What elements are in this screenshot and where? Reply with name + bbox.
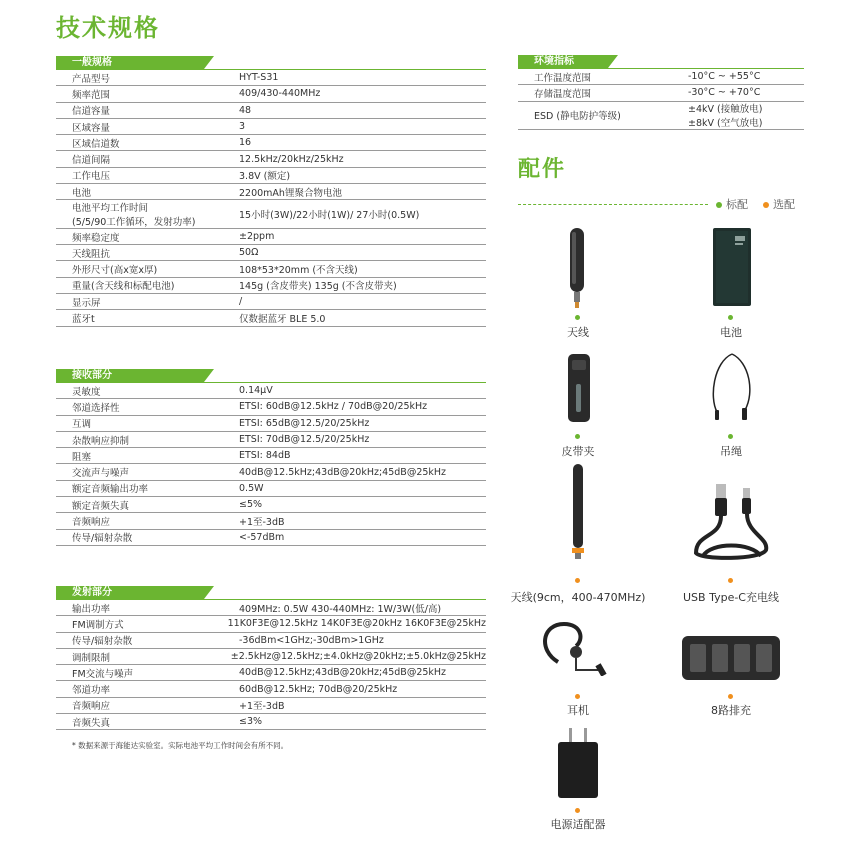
spec-row bbox=[56, 530, 486, 546]
accessory-name: 天线(9cm，400-470MHz) bbox=[510, 591, 646, 604]
belt-clip-icon bbox=[566, 354, 592, 424]
spec-value: -10°C ~ +55°C bbox=[688, 71, 761, 83]
spec-row bbox=[56, 416, 486, 432]
spec-label: ESD (静电防护等级) bbox=[534, 111, 621, 123]
spec-row bbox=[56, 200, 486, 229]
spec-label: 额定音频输出功率 bbox=[72, 484, 149, 496]
spec-label: 频率稳定度 bbox=[72, 232, 120, 244]
accessory-antenna bbox=[518, 226, 638, 338]
section-title: 接收部分 bbox=[72, 370, 112, 381]
spec-value: ≤3% bbox=[239, 716, 263, 728]
page-title: 技术规格 bbox=[56, 14, 160, 42]
spec-row bbox=[56, 698, 486, 714]
spec-value: 50Ω bbox=[239, 247, 259, 259]
battery-icon bbox=[713, 228, 751, 306]
section-title: 环境指标 bbox=[534, 56, 574, 67]
spec-value: 48 bbox=[239, 104, 252, 116]
marker-dot bbox=[575, 578, 580, 583]
spec-row bbox=[518, 69, 804, 85]
spec-label: 互调 bbox=[72, 419, 92, 431]
marker-dot bbox=[728, 694, 733, 699]
spec-label: 频率范围 bbox=[72, 89, 111, 101]
accessory-power-adapter bbox=[518, 728, 638, 830]
section-title: 发射部分 bbox=[72, 587, 112, 598]
accessory-name: 耳机 bbox=[567, 704, 589, 717]
spec-label: 输出功率 bbox=[72, 603, 111, 615]
accessory-multi-charger bbox=[671, 636, 791, 720]
spec-value: 40dB@12.5kHz;43dB@20kHz;45dB@25kHz bbox=[239, 667, 447, 679]
spec-row bbox=[56, 229, 486, 245]
spec-label: 杂散响应抑制 bbox=[72, 435, 130, 447]
spec-value: 仅数据蓝牙 BLE 5.0 bbox=[239, 314, 326, 326]
spec-row bbox=[56, 448, 486, 464]
spec-label: 天线阻抗 bbox=[72, 248, 111, 260]
marker-dot bbox=[575, 315, 580, 320]
transmit-specs-section bbox=[56, 586, 486, 730]
spec-row bbox=[56, 432, 486, 448]
power-adapter-icon bbox=[556, 728, 600, 798]
section-header bbox=[56, 586, 486, 599]
accessory-name: 电池 bbox=[720, 326, 742, 339]
spec-value: 40dB@12.5kHz;43dB@20kHz;45dB@25kHz bbox=[239, 466, 447, 478]
section-header bbox=[518, 55, 804, 68]
spec-value: ETSI: 60dB@12.5kHz / 70dB@20/25kHz bbox=[239, 401, 428, 413]
spec-value: +1至-3dB bbox=[239, 517, 285, 529]
spec-value: 2200mAh锂聚合物电池 bbox=[239, 187, 342, 199]
spec-row bbox=[56, 633, 486, 649]
spec-label: 外形尺寸(高x宽x厚) bbox=[72, 265, 158, 277]
accessory-name: USB Type-C充电线 bbox=[683, 591, 779, 604]
spec-value: 3.8V (额定) bbox=[239, 171, 291, 183]
lanyard-icon bbox=[709, 352, 755, 422]
legend-divider bbox=[518, 204, 708, 205]
spec-row bbox=[56, 294, 486, 310]
spec-row bbox=[56, 151, 486, 167]
legend-standard: 标配 bbox=[716, 196, 748, 212]
spec-label: 产品型号 bbox=[72, 73, 111, 85]
spec-label: 重量(含天线和标配电池) bbox=[72, 281, 175, 293]
spec-value: 11K0F3E@12.5kHz 14K0F3E@20kHz 16K0F3E@25kHz bbox=[227, 618, 486, 630]
accessory-battery bbox=[671, 226, 791, 338]
accessory-earpiece bbox=[518, 620, 638, 720]
spec-row bbox=[56, 665, 486, 681]
spec-label: 电池平均工作时间 (5/5/90工作循环，发射功率) bbox=[72, 203, 196, 229]
spec-row bbox=[56, 245, 486, 261]
spec-label: 传导/辐射杂散 bbox=[72, 636, 133, 648]
spec-value: ETSI: 70dB@12.5/20/25kHz bbox=[239, 434, 370, 446]
spec-row bbox=[56, 103, 486, 119]
spec-value: 108*53*20mm (不含天线) bbox=[239, 265, 358, 277]
spec-label: 工作温度范围 bbox=[534, 72, 592, 84]
spec-label: 邻道功率 bbox=[72, 685, 111, 697]
accessory-usb-cable bbox=[661, 478, 801, 604]
marker-dot bbox=[575, 434, 580, 439]
spec-row bbox=[56, 616, 486, 632]
spec-row bbox=[56, 383, 486, 399]
spec-label: 传导/辐射杂散 bbox=[72, 533, 133, 545]
spec-value: ETSI: 65dB@12.5/20/25kHz bbox=[239, 417, 370, 429]
spec-row bbox=[56, 681, 486, 697]
section-header bbox=[56, 56, 486, 69]
spec-value: <-57dBm bbox=[239, 531, 285, 543]
spec-value: 60dB@12.5kHz; 70dB@20/25kHz bbox=[239, 683, 398, 695]
accessory-belt-clip bbox=[518, 352, 638, 464]
marker-dot bbox=[728, 315, 733, 320]
earpiece-icon bbox=[538, 620, 618, 676]
accessory-lanyard bbox=[671, 352, 791, 464]
spec-value: ±2.5kHz@12.5kHz;±4.0kHz@20kHz;±5.0kHz@25kHz bbox=[230, 651, 486, 663]
spec-row bbox=[518, 85, 804, 101]
spec-label: 存储温度范围 bbox=[534, 88, 592, 100]
spec-label: 额定音频失真 bbox=[72, 500, 130, 512]
spec-value: -30°C ~ +70°C bbox=[688, 87, 761, 99]
accessory-name: 皮带夹 bbox=[561, 445, 595, 458]
spec-row bbox=[56, 513, 486, 529]
spec-row bbox=[56, 135, 486, 151]
spec-label: 区域容量 bbox=[72, 122, 111, 134]
section-title: 一般规格 bbox=[72, 57, 112, 68]
spec-label: 电池 bbox=[72, 187, 92, 199]
spec-value: 145g (含皮带夹) 135g (不含皮带夹) bbox=[239, 281, 397, 293]
spec-label: FM交流与噪声 bbox=[72, 668, 134, 680]
spec-value: 12.5kHz/20kHz/25kHz bbox=[239, 153, 344, 165]
usb-cable-icon bbox=[691, 478, 773, 560]
footnote: * 数据来源于海能达实验室。实际电池平均工作时间会有所不同。 bbox=[72, 741, 289, 750]
marker-dot bbox=[575, 808, 580, 813]
spec-row bbox=[56, 86, 486, 102]
spec-label: 音频响应 bbox=[72, 701, 111, 713]
spec-value: ±2ppm bbox=[239, 231, 275, 243]
spec-label: 阻塞 bbox=[72, 451, 92, 463]
spec-value: 16 bbox=[239, 137, 252, 149]
marker-dot bbox=[575, 694, 580, 699]
spec-label: 信道容量 bbox=[72, 106, 111, 118]
spec-row bbox=[56, 70, 486, 86]
spec-value: 409MHz: 0.5W 430-440MHz: 1W/3W(低/高) bbox=[239, 603, 442, 615]
spec-label: 调制限制 bbox=[72, 652, 111, 664]
spec-label: 灵敏度 bbox=[72, 386, 101, 398]
accessories-legend bbox=[518, 196, 793, 212]
long-antenna-icon bbox=[568, 464, 588, 560]
spec-value: ±4kV (接触放电) ±8kV (空气放电) bbox=[688, 104, 763, 130]
antenna-icon bbox=[566, 228, 590, 310]
spec-label: FM调制方式 bbox=[72, 619, 124, 631]
spec-value: 3 bbox=[239, 121, 246, 133]
spec-label: 信道间隔 bbox=[72, 155, 111, 167]
spec-row bbox=[56, 649, 486, 665]
spec-value: / bbox=[239, 296, 243, 308]
spec-row bbox=[56, 600, 486, 616]
spec-value: ≤5% bbox=[239, 499, 263, 511]
marker-dot bbox=[728, 434, 733, 439]
accessories-title: 配件 bbox=[518, 157, 567, 182]
spec-value: 15小时(3W)/22小时(1W)/ 27小时(0.5W) bbox=[239, 210, 420, 222]
accessory-name: 天线 bbox=[567, 326, 589, 339]
spec-label: 邻道选择性 bbox=[72, 402, 120, 414]
accessory-long-antenna bbox=[508, 464, 648, 604]
spec-value: ETSI: 84dB bbox=[239, 450, 291, 462]
spec-label: 显示屏 bbox=[72, 297, 101, 309]
legend-optional: 选配 bbox=[763, 196, 795, 212]
section-header bbox=[56, 369, 486, 382]
environment-specs-section bbox=[518, 55, 804, 130]
spec-row bbox=[56, 168, 486, 184]
spec-label: 区域信道数 bbox=[72, 138, 120, 150]
spec-row bbox=[56, 119, 486, 135]
standard-dot-icon bbox=[716, 202, 722, 208]
spec-value: 0.5W bbox=[239, 482, 264, 494]
spec-row bbox=[56, 399, 486, 415]
spec-label: 工作电压 bbox=[72, 171, 111, 183]
spec-label: 音频失真 bbox=[72, 717, 111, 729]
spec-value: HYT-S31 bbox=[239, 72, 279, 84]
accessory-name: 电源适配器 bbox=[550, 818, 606, 831]
spec-value: 0.14μV bbox=[239, 385, 273, 397]
optional-dot-icon bbox=[763, 202, 769, 208]
spec-label: 蓝牙t bbox=[72, 314, 95, 326]
general-specs-section bbox=[56, 56, 486, 327]
spec-row bbox=[56, 481, 486, 497]
spec-row bbox=[56, 464, 486, 480]
spec-row bbox=[56, 184, 486, 200]
spec-value: -36dBm<1GHz;-30dBm>1GHz bbox=[239, 634, 384, 646]
spec-row bbox=[56, 497, 486, 513]
spec-row bbox=[518, 102, 804, 131]
marker-dot bbox=[728, 578, 733, 583]
spec-label: 交流声与噪声 bbox=[72, 468, 130, 480]
spec-row bbox=[56, 278, 486, 294]
multi-charger-icon bbox=[682, 636, 780, 680]
accessory-name: 吊绳 bbox=[720, 445, 742, 458]
spec-value: 409/430-440MHz bbox=[239, 88, 321, 100]
spec-row bbox=[56, 261, 486, 277]
receive-specs-section bbox=[56, 369, 486, 546]
spec-row bbox=[56, 310, 486, 326]
spec-value: +1至-3dB bbox=[239, 701, 285, 713]
spec-row bbox=[56, 714, 486, 730]
accessory-name: 8路排充 bbox=[711, 704, 751, 717]
spec-label: 音频响应 bbox=[72, 517, 111, 529]
